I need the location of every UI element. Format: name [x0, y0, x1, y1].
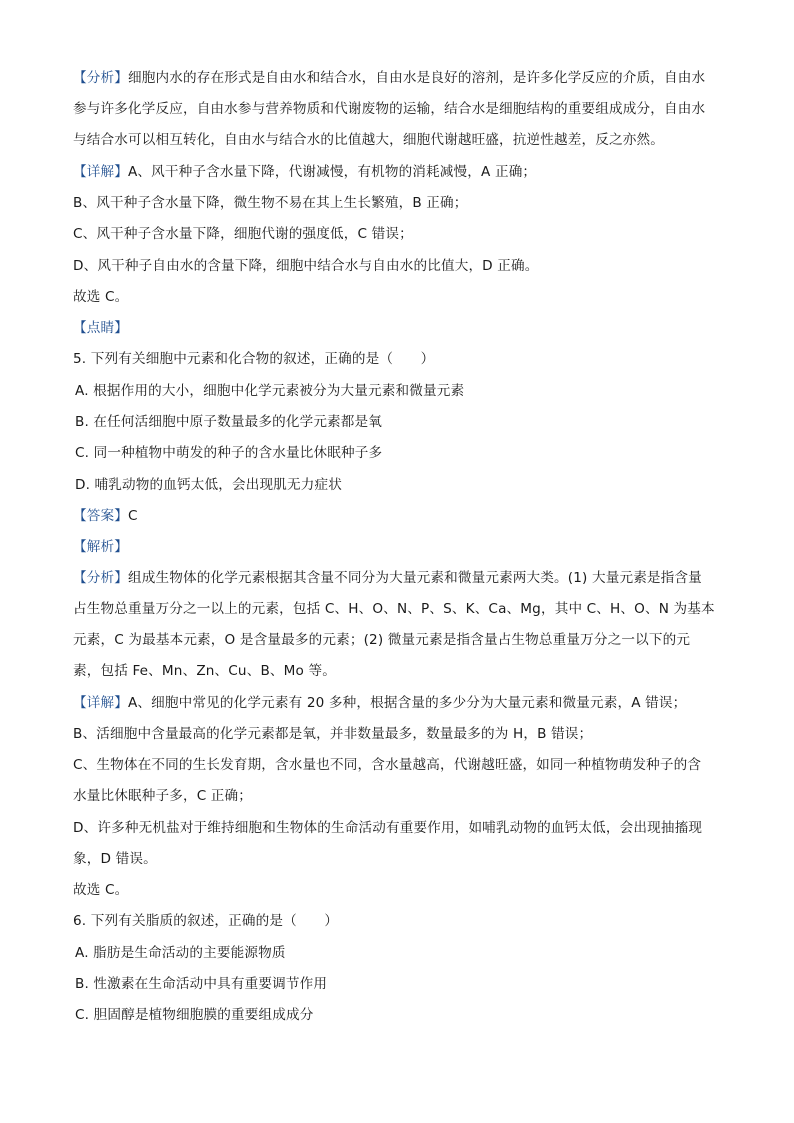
detail-tag: 【详解】 [73, 695, 128, 711]
q5-detail-line-4: 水量比休眠种子多，C 正确； [73, 788, 253, 804]
q5-analysis-line-4: 素，包括 Fe、Mn、Zn、Cu、B、Mo 等。 [73, 663, 336, 679]
q6-option-b: B. 性激素在生命活动中具有重要调节作用 [75, 976, 328, 992]
q5-option-b: B. 在任何活细胞中原子数量最多的化学元素都是氧 [75, 414, 383, 430]
q4-analysis-line-1 [73, 69, 721, 87]
q5-answer [73, 507, 721, 525]
analysis-tag: 【分析】 [73, 70, 128, 86]
q4-analysis-line-2: 参与许多化学反应，自由水参与营养物质和代谢废物的运输，结合水是细胞结构的重要组成成分，自由水 [73, 101, 706, 117]
q4-point-tag: 【点睛】 [73, 320, 128, 336]
q6-option-c: C. 胆固醇是植物细胞膜的重要组成成分 [75, 1007, 314, 1023]
q5-stem: 5. 下列有关细胞中元素和化合物的叙述，正确的是（ ） [73, 351, 435, 367]
q5-detail-line-1 [73, 694, 721, 712]
q5-analysis-line-3: 元素，C 为最基本元素，O 是含量最多的元素；(2) 微量元素是指含量占生物总重量万分之一以下的元 [73, 632, 691, 648]
q5-analysis-line-2: 占生物总重量万分之一以上的元素，包括 C、H、O、N、P、S、K、Ca、Mg，其中 C、H、O、N 为基本 [73, 601, 715, 617]
q5-option-d: D. 哺乳动物的血钙太低，会出现肌无力症状 [75, 477, 342, 493]
q5-detail-text: A、细胞中常见的化学元素有 20 多种，根据含量的多少分为大量元素和微量元素，A 错误； [127, 695, 687, 711]
q4-detail-line-c: C、风干种子含水量下降，细胞代谢的强度低，C 错误； [73, 226, 413, 242]
q4-conclusion: 故选 C。 [73, 289, 129, 305]
q5-detail-line-5: D、许多种无机盐对于维持细胞和生物体的生命活动有重要作用，如哺乳动物的血钙太低，会出现抽搐现 [73, 820, 703, 836]
q5-detail-line-3: C、生物体在不同的生长发育期，含水量也不同，含水量越高，代谢越旺盛，如同一种植物萌发种子的含 [73, 757, 702, 773]
q4-detail-line-b: B、风干种子含水量下降，微生物不易在其上生长繁殖，B 正确； [73, 195, 468, 211]
q5-analysis-line-1 [73, 569, 721, 587]
q5-detail-line-6: 象，D 错误。 [73, 851, 157, 867]
q4-analysis-line-3: 与结合水可以相互转化，自由水与结合水的比值越大，细胞代谢越旺盛，抗逆性越差，反之亦然。 [73, 132, 664, 148]
answer-tag: 【答案】 [73, 508, 128, 524]
q6-option-a: A. 脂肪是生命活动的主要能源物质 [75, 945, 286, 961]
q5-detail-line-2: B、活细胞中含量最高的化学元素都是氧，并非数量最多，数量最多的为 H，B 错误； [73, 726, 593, 742]
detail-tag: 【详解】 [73, 164, 128, 180]
q5-option-c: C. 同一种植物中萌发的种子的含水量比休眠种子多 [75, 445, 383, 461]
q5-conclusion: 故选 C。 [73, 882, 129, 898]
q5-explain-tag: 【解析】 [73, 539, 128, 555]
q6-stem: 6. 下列有关脂质的叙述，正确的是（ ） [73, 913, 339, 929]
analysis-tag: 【分析】 [73, 570, 128, 586]
q4-analysis-text: 细胞内水的存在形式是自由水和结合水，自由水是良好的溶剂，是许多化学反应的介质，自由水 [127, 70, 706, 86]
q5-analysis-text: 组成生物体的化学元素根据其含量不同分为大量元素和微量元素两大类。(1) 大量元素是指含量 [127, 570, 702, 586]
q4-detail-line-a [73, 163, 721, 181]
q4-detail-text: A、风干种子含水量下降，代谢减慢，有机物的消耗减慢，A 正确； [127, 164, 537, 180]
q5-option-a: A. 根据作用的大小，细胞中化学元素被分为大量元素和微量元素 [75, 383, 465, 399]
q4-detail-line-d: D、风干种子自由水的含量下降，细胞中结合水与自由水的比值大，D 正确。 [73, 258, 539, 274]
answer-value: C [127, 508, 138, 524]
